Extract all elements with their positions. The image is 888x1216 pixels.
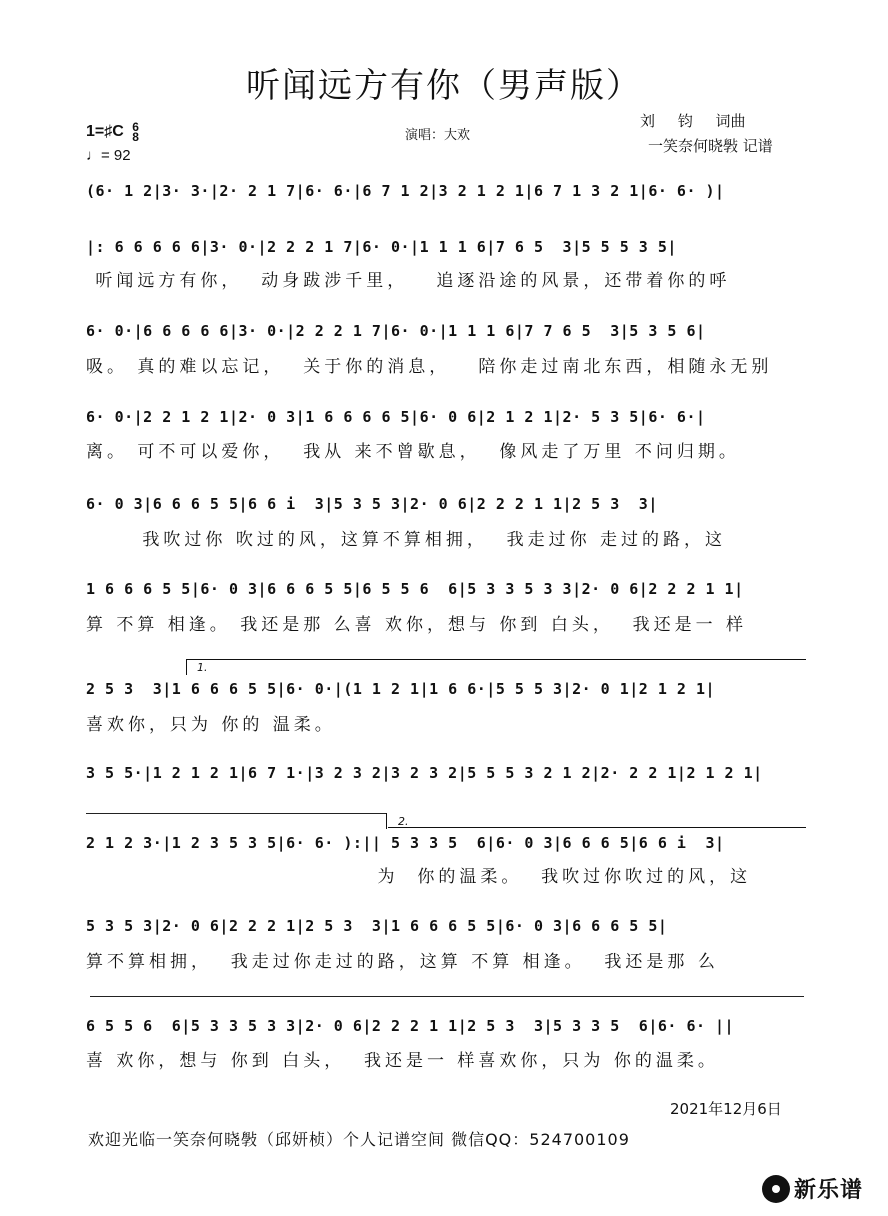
lyrics-line: 离。 可不可以爱你， 我从 来不曾歇息， 像风走了万里 不问归期。 <box>86 442 740 461</box>
key-label: 1=♯C <box>86 123 124 141</box>
score-notes-line: 6 5 5 6 6|5 3 3 5 3 3|2· 0 6|2 2 2 1 1|2 5 3 3|5 3 3 5 6|6· 6· || <box>86 1017 735 1035</box>
volta-continuation-line <box>86 813 386 814</box>
score-notes-line: 6· 0·|6 6 6 6 6|3· 0·|2 2 2 1 7|6· 0·|1 1 1 6|7 7 6 5 3|5 3 5 6| <box>86 322 706 340</box>
volta-bracket <box>388 827 806 828</box>
volta-bracket-end <box>386 813 387 829</box>
volta-second-number: 2. <box>398 815 409 828</box>
time-top: 6 <box>132 120 139 134</box>
date-stamp: 2021年12月6日 <box>670 1100 782 1118</box>
lyrics-line: 喜欢你，只为 你的 温柔。 <box>86 715 336 734</box>
score-notes-line: 3 5 5·|1 2 1 2 1|6 7 1·|3 2 3 2|3 2 3 2|5 5 5 3 2 1 2|2· 2 2 1|2 1 2 1| <box>86 764 763 782</box>
singer-credit: 演唱：大欢 <box>405 128 471 143</box>
lyrics-line: 听闻远方有你， 动身跋涉千里， 追逐沿途的风景，还带着你的呼 <box>86 271 731 290</box>
lyrics-line: 喜 欢你，想与 你到 白头， 我还是一 样喜欢你，只为 你的温柔。 <box>86 1051 719 1070</box>
score-notes-line: (6· 1 2|3· 3·|2· 2 1 7|6· 6·|6 7 1 2|3 2 1 2 1|6 7 1 3 2 1|6· 6· )| <box>86 182 725 200</box>
footer-note: 欢迎光临一笑奈何晓斅（邱妍桢）个人记谱空间 微信QQ：524700109 <box>88 1130 630 1149</box>
lyrics-line: 我吹过你 吹过的风，这算不算相拥， 我走过你 走过的路，这 <box>86 530 727 549</box>
volta-first-number: 1. <box>197 661 208 674</box>
score-notes-line: 5 3 5 3|2· 0 6|2 2 2 1|2 5 3 3|1 6 6 6 5 5|6· 0 3|6 6 6 5 5| <box>86 917 668 935</box>
lyrics-line: 为 你的温柔。 我吹过你吹过的风，这 <box>86 867 752 886</box>
time-signature <box>132 122 139 142</box>
vinyl-disc-icon <box>762 1175 790 1203</box>
score-notes-line: |: 6 6 6 6 6|3· 0·|2 2 2 1 7|6· 0·|1 1 1 6|7 6 5 3|5 5 5 3 5| <box>86 238 677 256</box>
page-title: 听闻远方有你（男声版） <box>246 66 642 106</box>
lyrics-line: 算 不算 相逢。 我还是那 么喜 欢你，想与 你到 白头， 我还是一 样 <box>86 615 748 634</box>
lyrics-line: 吸。 真的难以忘记， 关于你的消息， 陪你走过南北东西，相随永无别 <box>86 357 773 376</box>
time-bottom: 8 <box>132 130 139 144</box>
transcriber-credit: 一笑奈何晓斅 记谱 <box>648 137 773 155</box>
key-signature <box>86 122 139 142</box>
score-notes-line: 6· 0·|2 2 1 2 1|2· 0 3|1 6 6 6 6 5|6· 0 6|2 1 2 1|2· 5 3 5|6· 6·| <box>86 408 706 426</box>
score-notes-line: 6· 0 3|6 6 6 5 5|6 6 i 3|5 3 5 3|2· 0 6|2 2 2 1 1|2 5 3 3| <box>86 495 658 513</box>
composer-credit: 刘 钧 词曲 <box>640 112 746 130</box>
volta-bracket <box>186 659 806 660</box>
score-notes-line: 1 6 6 6 5 5|6· 0 3|6 6 6 5 5|6 5 5 6 6|5 3 3 5 3 3|2· 0 6|2 2 2 1 1| <box>86 580 744 598</box>
lyrics-line: 算不算相拥， 我走过你走过的路，这算 不算 相逢。 我还是那 么 <box>86 952 719 971</box>
site-logo <box>762 1173 863 1204</box>
tempo-marking: ♩= 92 <box>86 147 131 164</box>
score-notes-line: 2 1 2 3·|1 2 3 5 3 5|6· 6· ):|| 5 3 3 5 6|6· 0 3|6 6 6 5|6 6 i 3| <box>86 834 725 852</box>
logo-text: 新乐谱 <box>794 1178 864 1203</box>
volta-continuation-line <box>90 996 804 997</box>
volta-bracket-start <box>186 659 187 675</box>
score-notes-line: 2 5 3 3|1 6 6 6 5 5|6· 0·|(1 1 2 1|1 6 6·|5 5 5 3|2· 0 1|2 1 2 1| <box>86 680 716 698</box>
